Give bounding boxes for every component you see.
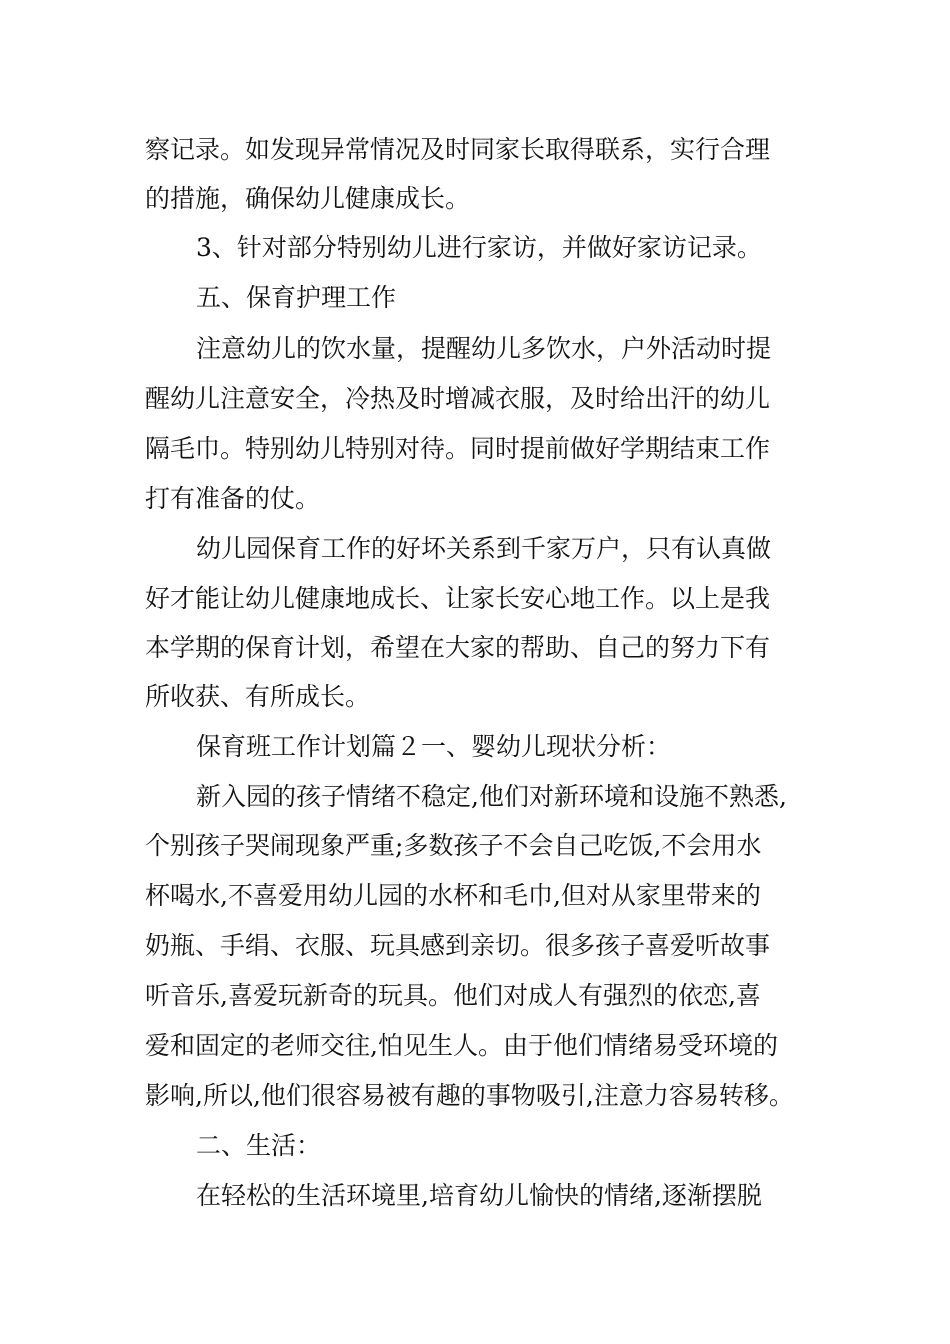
text-line: 影响,所以,他们很容易被有趣的事物吸引,注意力容易转移。 xyxy=(145,1081,794,1110)
text-line: 听音乐,喜爱玩新奇的玩具。他们对成人有强烈的依恋,喜 xyxy=(145,981,761,1010)
text-line: 好才能让幼儿健康地成长、让家长安心地工作。以上是我 xyxy=(145,584,771,613)
section-heading: 五、保育护理工作 xyxy=(196,283,397,312)
text-line: 个别孩子哭闹现象严重;多数孩子不会自己吃饭,不会用水 xyxy=(145,831,762,860)
text-line: 新入园的孩子情绪不稳定,他们对新环境和设施不熟悉, xyxy=(196,782,787,811)
text-line: 打有准备的仗。 xyxy=(145,484,321,513)
section-heading: 二、生活： xyxy=(196,1131,322,1160)
text-line: 幼儿园保育工作的好坏关系到千家万户，只有认真做 xyxy=(196,534,772,563)
text-line: 杯喝水,不喜爱用幼儿园的水杯和毛巾,但对从家里带来的 xyxy=(145,881,761,910)
text-line: 本学期的保育计划，希望在大家的帮助、自己的努力下有 xyxy=(145,633,771,662)
section-heading: 保育班工作计划篇２一、婴幼儿现状分析： xyxy=(196,732,672,761)
text-line: 所收获、有所成长。 xyxy=(145,682,371,711)
text-line: 隔毛巾。特别幼儿特别对待。同时提前做好学期结束工作 xyxy=(145,434,771,463)
text-line: 注意幼儿的饮水量，提醒幼儿多饮水，户外活动时提 xyxy=(196,334,772,363)
text-line: 的措施，确保幼儿健康成长。 xyxy=(145,184,471,213)
text-line: 醒幼儿注意安全，冷热及时增减衣服，及时给出汗的幼儿 xyxy=(145,384,771,413)
text-line: 在轻松的生活环境里,培育幼儿愉快的情绪,逐渐摆脱 xyxy=(196,1181,762,1210)
text-line: 3、针对部分特别幼儿进行家访，并做好家访记录。 xyxy=(196,233,762,262)
text-line: 爱和固定的老师交往,怕见生人。由于他们情绪易受环境的 xyxy=(145,1031,778,1060)
text-line: 奶瓶、手绢、衣服、玩具感到亲切。很多孩子喜爱听故事 xyxy=(145,931,771,960)
text-line: 察记录。如发现异常情况及时同家长取得联系，实行合理 xyxy=(145,135,771,164)
